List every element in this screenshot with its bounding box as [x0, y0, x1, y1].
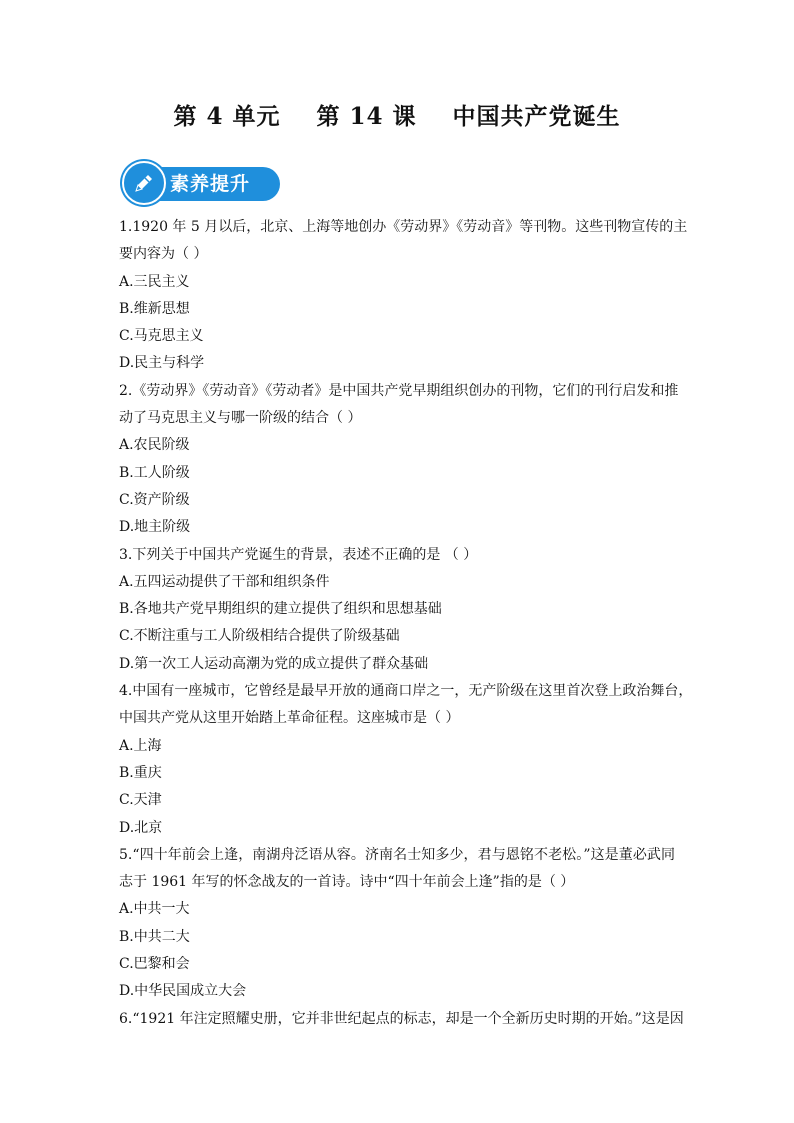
question-stem-line: 志于 1961 年写的怀念战友的一首诗。诗中“四十年前会上逢”指的是（ ） [119, 874, 575, 891]
question-option: C.资产阶级 [119, 491, 190, 508]
question-option: A.农民阶级 [119, 437, 190, 454]
question-item-5 [119, 842, 675, 1006]
question-option: C.天津 [119, 792, 162, 809]
question-option: C.不断注重与工人阶级相结合提供了阶级基础 [119, 628, 400, 645]
question-stem-line: 5.“四十年前会上逢，南湖舟泛语从容。济南名士知多少，君与恩铭不老松。”这是董必武同 [119, 846, 675, 863]
question-stem-line: 动了马克思主义与哪一阶级的结合（ ） [119, 410, 362, 427]
question-stem-line: 4.中国有一座城市，它曾经是最早开放的通商口岸之一，无产阶级在这里首次登上政治舞台， [119, 683, 693, 700]
question-option: D.民主与科学 [119, 355, 205, 372]
question-stem-line: 2.《劳动界》《劳动音》《劳动者》是中国共产党早期组织创办的刊物，它们的刊行启发和推 [119, 382, 679, 399]
question-option: A.五四运动提供了干部和组织条件 [119, 573, 330, 590]
question-option: D.北京 [119, 819, 163, 836]
question-item-4 [119, 678, 693, 842]
question-option: D.中华民国成立大会 [119, 983, 247, 1000]
question-option: B.重庆 [119, 764, 162, 781]
question-option: D.第一次工人运动高潮为党的成立提供了群众基础 [119, 655, 429, 672]
page-title: 第 4 单元 第 14 课 中国共产党诞生 [173, 103, 621, 130]
section-badge-label: 素养提升 [170, 173, 251, 195]
question-stem-line: 1.1920 年 5 月以后，北京、上海等地创办《劳动界》《劳动音》等刊物。这些刊物宣传的主 [119, 219, 688, 235]
question-item-1 [119, 214, 688, 378]
question-option: B.维新思想 [119, 300, 190, 317]
question-option: B.中共二大 [119, 928, 190, 945]
question-option: B.各地共产党早期组织的建立提供了组织和思想基础 [119, 601, 442, 618]
question-option: A.上海 [119, 737, 162, 754]
question-item-3 [119, 542, 675, 678]
question-stem-line: 6.“1921 年注定照耀史册，它并非世纪起点的标志，却是一个全新历史时期的开始。”这是因 [119, 1010, 684, 1027]
question-item-2 [119, 378, 679, 542]
question-option: A.三民主义 [119, 273, 190, 290]
section-badge [120, 161, 282, 205]
question-stem-line: 要内容为（ ） [119, 246, 208, 263]
question-stem-line: 3.下列关于中国共产党诞生的背景，表述不正确的是 （ ） [119, 546, 478, 563]
question-option: C.巴黎和会 [119, 956, 190, 973]
question-option: C.马克思主义 [119, 328, 204, 345]
question-option: D.地主阶级 [119, 519, 191, 536]
question-option: B.工人阶级 [119, 464, 190, 481]
pencil-icon [122, 161, 166, 205]
question-option: A.中共一大 [119, 901, 190, 918]
question-stem-line: 中国共产党从这里开始踏上革命征程。这座城市是（ ） [119, 710, 460, 727]
question-list [119, 214, 693, 1033]
question-item-6 [119, 1006, 684, 1033]
